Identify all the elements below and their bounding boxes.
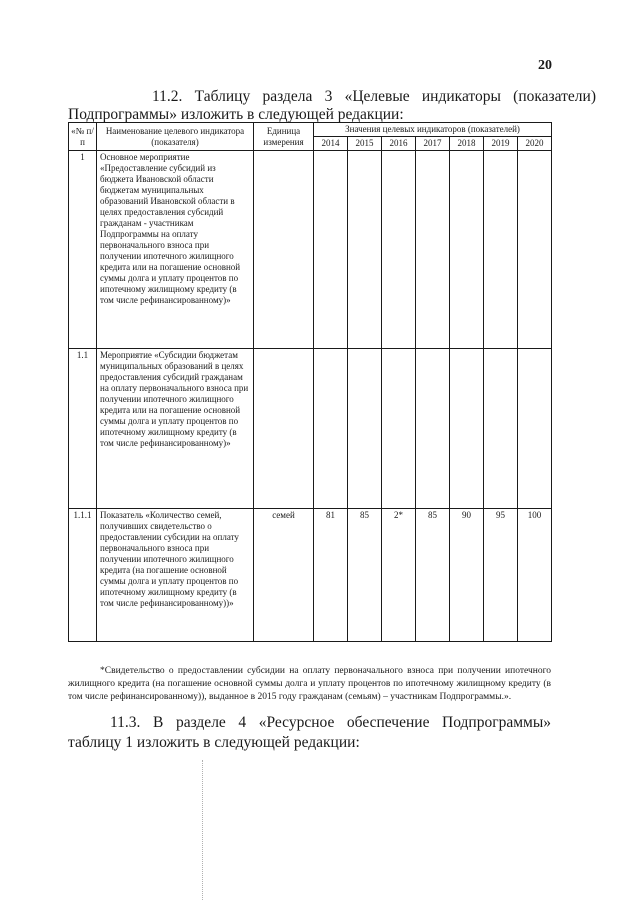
header-num: «№ п/п <box>69 123 97 151</box>
row-value: 85 <box>348 509 382 642</box>
table-row <box>69 509 552 642</box>
row-value: 100 <box>518 509 552 642</box>
header-unit: Единица измерения <box>254 123 314 151</box>
section-heading-line-1: 11.2. Таблицу раздела 3 «Целевые индикаторы (показатели) <box>152 88 596 105</box>
row-value: 95 <box>484 509 518 642</box>
row-value <box>518 151 552 349</box>
row-num: 1 <box>69 151 97 349</box>
table-header-row <box>69 123 552 137</box>
row-value <box>416 349 450 509</box>
row-value <box>450 151 484 349</box>
section-heading-line-2: Подпрограммы» изложить в следующей редакции: <box>68 106 404 123</box>
row-value <box>518 349 552 509</box>
page-number: 20 <box>538 58 552 73</box>
row-value: 81 <box>314 509 348 642</box>
header-year: 2017 <box>416 137 450 151</box>
header-values-group: Значения целевых индикаторов (показателей) <box>314 123 552 137</box>
row-name: Основное мероприятие «Предоставление субсидий из бюджета Ивановской области бюджетам муниципальных образований Ивановской области в целях предоставления субсидий гражданам - участникам Подпрограммы на оплату первоначального взноса при получении ипотечного жилищного кредита или на погашение основной суммы долга и уплату процентов по ипотечному жилищному кредиту (в том числе рефинансированному)» <box>97 151 254 349</box>
row-unit <box>254 349 314 509</box>
table-row <box>69 151 552 349</box>
row-unit <box>254 151 314 349</box>
row-num: 1.1 <box>69 349 97 509</box>
row-value <box>484 349 518 509</box>
header-year: 2018 <box>450 137 484 151</box>
scan-artifact-rule <box>202 760 203 900</box>
row-value <box>314 151 348 349</box>
row-name: Показатель «Количество семей, получивших свидетельство о предоставлении субсидии на оплату первоначального взноса при получении ипотечного жилищного кредита (на погашение основной суммы долга и уплату процентов по ипотечному жилищному кредиту (в том числе рефинансированному))» <box>97 509 254 642</box>
table-row <box>69 349 552 509</box>
row-unit: семей <box>254 509 314 642</box>
row-value <box>314 349 348 509</box>
row-value <box>484 151 518 349</box>
row-value <box>348 349 382 509</box>
row-value: 90 <box>450 509 484 642</box>
row-value <box>450 349 484 509</box>
header-year: 2015 <box>348 137 382 151</box>
row-value: 85 <box>416 509 450 642</box>
row-value <box>348 151 382 349</box>
row-value <box>382 349 416 509</box>
row-name: Мероприятие «Субсидии бюджетам муниципальных образований в целях предоставления субсидий гражданам на оплату первоначального взноса при получении ипотечного жилищного кредита или на погашение основной суммы долга и уплату процентов по ипотечному жилищному кредиту (в том числе рефинансированному)» <box>97 349 254 509</box>
section-11-3-paragraph: 11.3. В разделе 4 «Ресурсное обеспечение Подпрограммы» таблицу 1 изложить в следующей редакции: <box>68 714 551 751</box>
header-year: 2014 <box>314 137 348 151</box>
header-year: 2020 <box>518 137 552 151</box>
row-value <box>382 151 416 349</box>
row-value: 2* <box>382 509 416 642</box>
row-value <box>416 151 450 349</box>
header-year: 2016 <box>382 137 416 151</box>
table-footnote: *Свидетельство о предоставлении субсидии на оплату первоначального взноса при получении ипотечного жилищного кредита (на погашение основной суммы долга и уплату процентов по ипотечному жилищному кредиту (в том числе рефинансированному)), выданное в 2015 году гражданам (семьям) – участникам Подпрограммы.». <box>68 666 551 702</box>
row-num: 1.1.1 <box>69 509 97 642</box>
indicators-table <box>68 122 552 642</box>
header-year: 2019 <box>484 137 518 151</box>
header-name: Наименование целевого индикатора (показателя) <box>97 123 254 151</box>
